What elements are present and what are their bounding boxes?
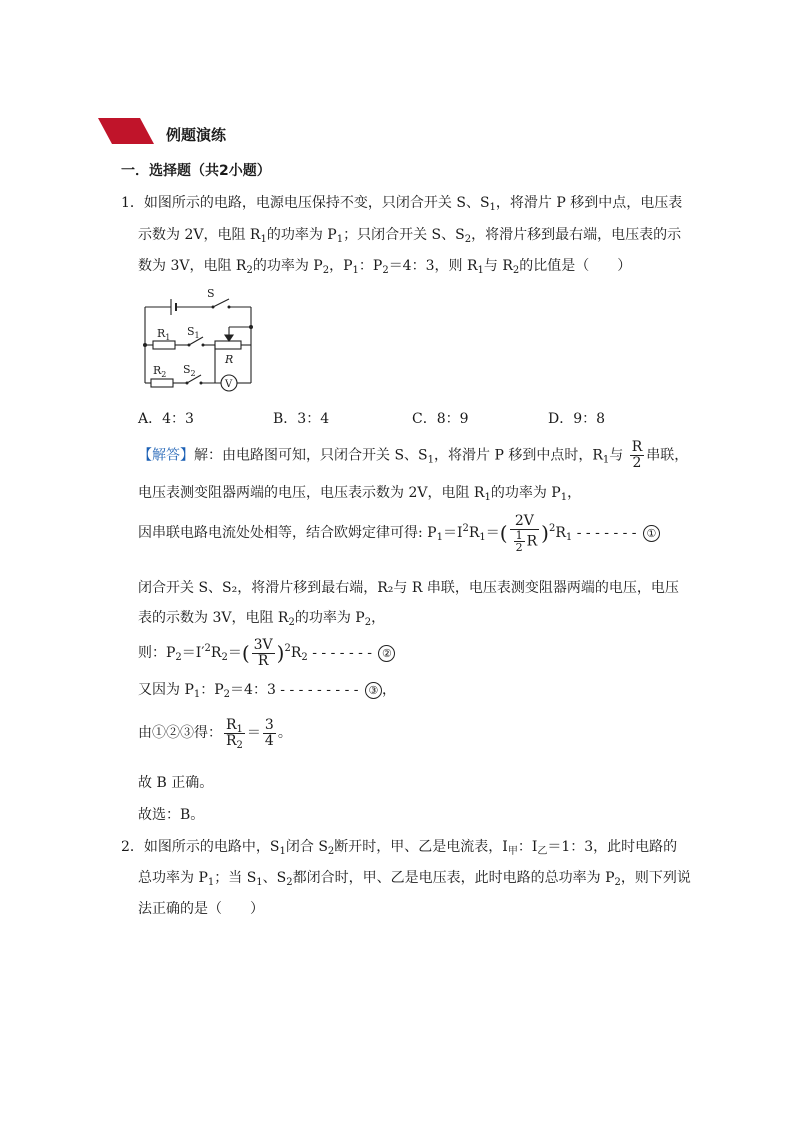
label-v: V [225,379,233,390]
label-s2: $S_2$ [183,363,196,378]
option-a[interactable]: A．4：3 [138,411,194,427]
fraction-r-over-2: $\frac{R}{2}$ [631,439,643,471]
q1-line-1: 1．如图所示的电路，电源电压保持不变，只闭合开关 S、$S_1$，将滑片 P 移到中点，电压表 [121,195,683,213]
solution-tag: 【解答】 [138,447,194,464]
q2-line-2: 总功率为 $P_1$；当 $S_1$、$S_2$都闭合时，甲、乙是电压表，此时电路的总功率为 $P_2$，则下列说 [138,870,691,888]
section-banner [98,118,154,144]
rheostat [215,341,241,349]
label-s1: $S_1$ [187,325,200,340]
solution-line-6: 则：$P_2=I'^2R_2=$( $\frac{3V}{R}$ )$^2R_2$ - - - - - - - ② [138,635,395,671]
resistor-r2 [151,379,173,387]
option-d[interactable]: D．9：8 [548,411,606,427]
fraction-3-over-4: $\frac{3}{4}$ [264,716,274,749]
banner-parallelogram [98,118,154,144]
option-c[interactable]: C．8：9 [412,411,469,427]
fraction-3v-over-r: $\frac{3V}{R}$ [253,636,273,669]
q1-line-3: 数为 3V，电阻 $R_2$的功率为 $P_2$，$P_1$：$P_2=4$：3，则 $R_1$与 $R_2$的比值是（ ） [138,258,632,276]
circle-marker-1: ① [643,525,660,542]
circuit-diagram [135,285,265,395]
solution-line-1: 【解答】解：由电路图可知，只闭合开关 S、$S_1$，将滑片 P 移到中点时，$R_1$与 $\frac{R}{2}$ 串联， [138,439,689,471]
header-title: 例题演练 [166,126,227,144]
solution-line-8: 由①②③得： $\frac{R_1}{R_2}$ ＝ $\frac{3}{4}$ 。 [138,716,292,751]
resistor-r1 [153,341,175,349]
label-r1: $R_1$ [157,327,171,342]
switch-s-blade [213,299,229,307]
circle-marker-2: ② [378,645,395,662]
circle-marker-3: ③ [365,682,382,699]
solution-line-2: 电压表测变阻器两端的电压，电压表示数为 2V，电阻 $R_1$的功率为 $P_1$， [138,485,582,503]
solution-line-10: 故选：B。 [138,807,205,823]
solution-line-7: 又因为 $P_1$：$P_2=4$：3 - - - - - - - - - ③ ， [138,682,396,700]
q2-line-1: 2．如图所示的电路中，$S_1$闭合 $S_2$断开时，甲、乙是电流表，$I_甲$：$I_乙=1$：3，此时电路的 [121,839,678,857]
solution-line-5: 表的示数为 3V，电阻 $R_2$的功率为 $P_2$， [138,610,386,628]
fraction-r1-over-r2: $\frac{R_1}{R_2}$ [226,716,243,751]
label-r2: $R_2$ [153,364,167,379]
q1-line-2: 示数为 2V，电阻 $R_1$的功率为 $P_1$；只闭合开关 S、$S_2$，将滑片移到最右端，电压表的示 [138,227,682,245]
label-r: R [225,353,234,366]
q2-line-3: 法正确的是（ ） [138,901,264,917]
solution-line-3: 因串联电路电流处处相等，结合欧姆定律可得: $P_1=I^2R_1=$( 2V $\frac{1}{2}$ R )$^2R_1$ - - - - - - - ① [138,510,660,556]
solution-line-4: 闭合开关 S、S₂，将滑片移到最右端，R₂与 R 串联，电压表测变阻器两端的电压，电压 [138,580,679,596]
solution-line-9: 故 B 正确。 [138,775,214,791]
option-b[interactable]: B．3：4 [273,411,330,427]
fraction-2v-over-half-r: 2V $\frac{1}{2}$ R [510,514,540,553]
section-heading: 一．选择题（共2小题） [121,163,271,179]
label-s: S [207,287,215,300]
